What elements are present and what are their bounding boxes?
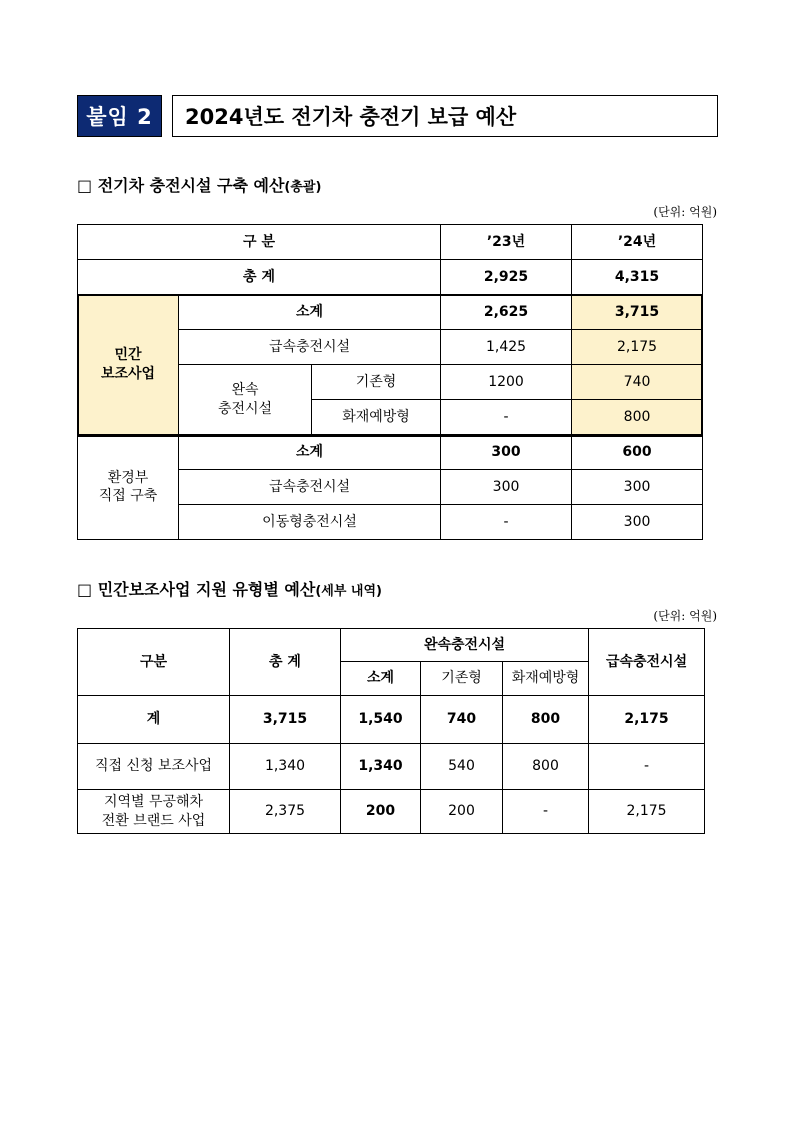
header-existing: 기존형 — [421, 662, 503, 696]
row-direct-label: 직접 신청 보조사업 — [78, 744, 230, 790]
table-row — [78, 629, 705, 662]
private-fast-label: 급속충전시설 — [179, 330, 441, 365]
ministry-mobile-2024: 300 — [572, 505, 703, 540]
row-total-existing: 740 — [421, 696, 503, 744]
table-row — [78, 435, 703, 470]
ministry-mobile-label: 이동형충전시설 — [179, 505, 441, 540]
table-row — [78, 744, 705, 790]
row-regional-total: 2,375 — [230, 790, 341, 834]
private-subtotal-label: 소계 — [179, 295, 441, 330]
header-slow-group: 완속충전시설 — [341, 629, 589, 662]
row-regional-subtotal: 200 — [341, 790, 421, 834]
regional-label-line2: 전환 브랜드 사업 — [101, 812, 206, 829]
ministry-subtotal-label: 소계 — [179, 435, 441, 470]
table-row — [78, 225, 703, 260]
slow-label-line2: 충전시설 — [217, 400, 273, 417]
total-2024: 4,315 — [572, 260, 703, 295]
private-slow-label — [179, 365, 312, 435]
table-row — [78, 790, 705, 834]
total-2023: 2,925 — [441, 260, 572, 295]
header-fire: 화재예방형 — [503, 662, 589, 696]
page-header — [77, 95, 718, 137]
ministry-subtotal-2024: 600 — [572, 435, 703, 470]
row-direct-fast: - — [589, 744, 705, 790]
row-regional-existing: 200 — [421, 790, 503, 834]
private-subtotal-2023: 2,625 — [441, 295, 572, 330]
row-direct-fire: 800 — [503, 744, 589, 790]
private-subsidy-detail-table — [77, 628, 705, 834]
row-total-label: 계 — [78, 696, 230, 744]
ministry-mobile-2023: - — [441, 505, 572, 540]
private-subsidy-label — [78, 295, 179, 435]
private-existing-2024: 740 — [572, 365, 703, 400]
private-subtotal-2024: 3,715 — [572, 295, 703, 330]
ministry-fast-label: 급속충전시설 — [179, 470, 441, 505]
private-label-line1: 민간 — [114, 347, 142, 364]
table-row — [78, 295, 703, 330]
regional-label-line1: 지역별 무공해차 — [103, 794, 204, 811]
header-category: 구 분 — [78, 225, 441, 260]
private-fast-2023: 1,425 — [441, 330, 572, 365]
private-existing-2023: 1200 — [441, 365, 572, 400]
header-2023: ’23년 — [441, 225, 572, 260]
private-existing-label: 기존형 — [312, 365, 441, 400]
private-fire-2023: - — [441, 400, 572, 435]
section2-unit: (단위: 억원) — [653, 609, 717, 623]
page-title: 2024년도 전기차 충전기 보급 예산 — [172, 95, 718, 137]
section1-unit: (단위: 억원) — [653, 205, 717, 219]
ministry-label-line1: 환경부 — [107, 469, 149, 486]
row-direct-subtotal: 1,340 — [341, 744, 421, 790]
total-label: 총 계 — [78, 260, 441, 295]
header-2024: ’24년 — [572, 225, 703, 260]
budget-summary-table — [77, 224, 703, 540]
private-label-line2: 보조사업 — [100, 365, 156, 382]
header-total: 총 계 — [230, 629, 341, 696]
section1-heading-suffix: (총괄) — [284, 180, 322, 195]
row-direct-existing: 540 — [421, 744, 503, 790]
row-regional-label — [78, 790, 230, 834]
ministry-label-line2: 직접 구축 — [98, 488, 158, 504]
section2-heading-text: □ 민간보조사업 지원 유형별 예산 — [77, 580, 316, 599]
header-category: 구분 — [78, 629, 230, 696]
section2-heading-suffix: (세부 내역) — [315, 584, 382, 599]
header-fast: 급속충전시설 — [589, 629, 705, 696]
row-regional-fire: - — [503, 790, 589, 834]
ministry-subtotal-2023: 300 — [441, 435, 572, 470]
row-total-total: 3,715 — [230, 696, 341, 744]
section1-heading-text: □ 전기차 충전시설 구축 예산 — [77, 176, 285, 195]
private-fire-label: 화재예방형 — [312, 400, 441, 435]
row-direct-total: 1,340 — [230, 744, 341, 790]
attachment-badge: 붙임 2 — [77, 95, 162, 137]
header-subtotal: 소계 — [341, 662, 421, 696]
table-row — [78, 696, 705, 744]
slow-label-line1: 완속 — [231, 382, 259, 399]
table-row — [78, 260, 703, 295]
private-fire-2024: 800 — [572, 400, 703, 435]
row-regional-fast: 2,175 — [589, 790, 705, 834]
section1-heading — [77, 173, 321, 196]
ministry-fast-2023: 300 — [441, 470, 572, 505]
ministry-direct-label — [78, 435, 179, 540]
row-total-fire: 800 — [503, 696, 589, 744]
ministry-fast-2024: 300 — [572, 470, 703, 505]
section2-heading — [77, 577, 382, 600]
row-total-subtotal: 1,540 — [341, 696, 421, 744]
private-fast-2024: 2,175 — [572, 330, 703, 365]
row-total-fast: 2,175 — [589, 696, 705, 744]
